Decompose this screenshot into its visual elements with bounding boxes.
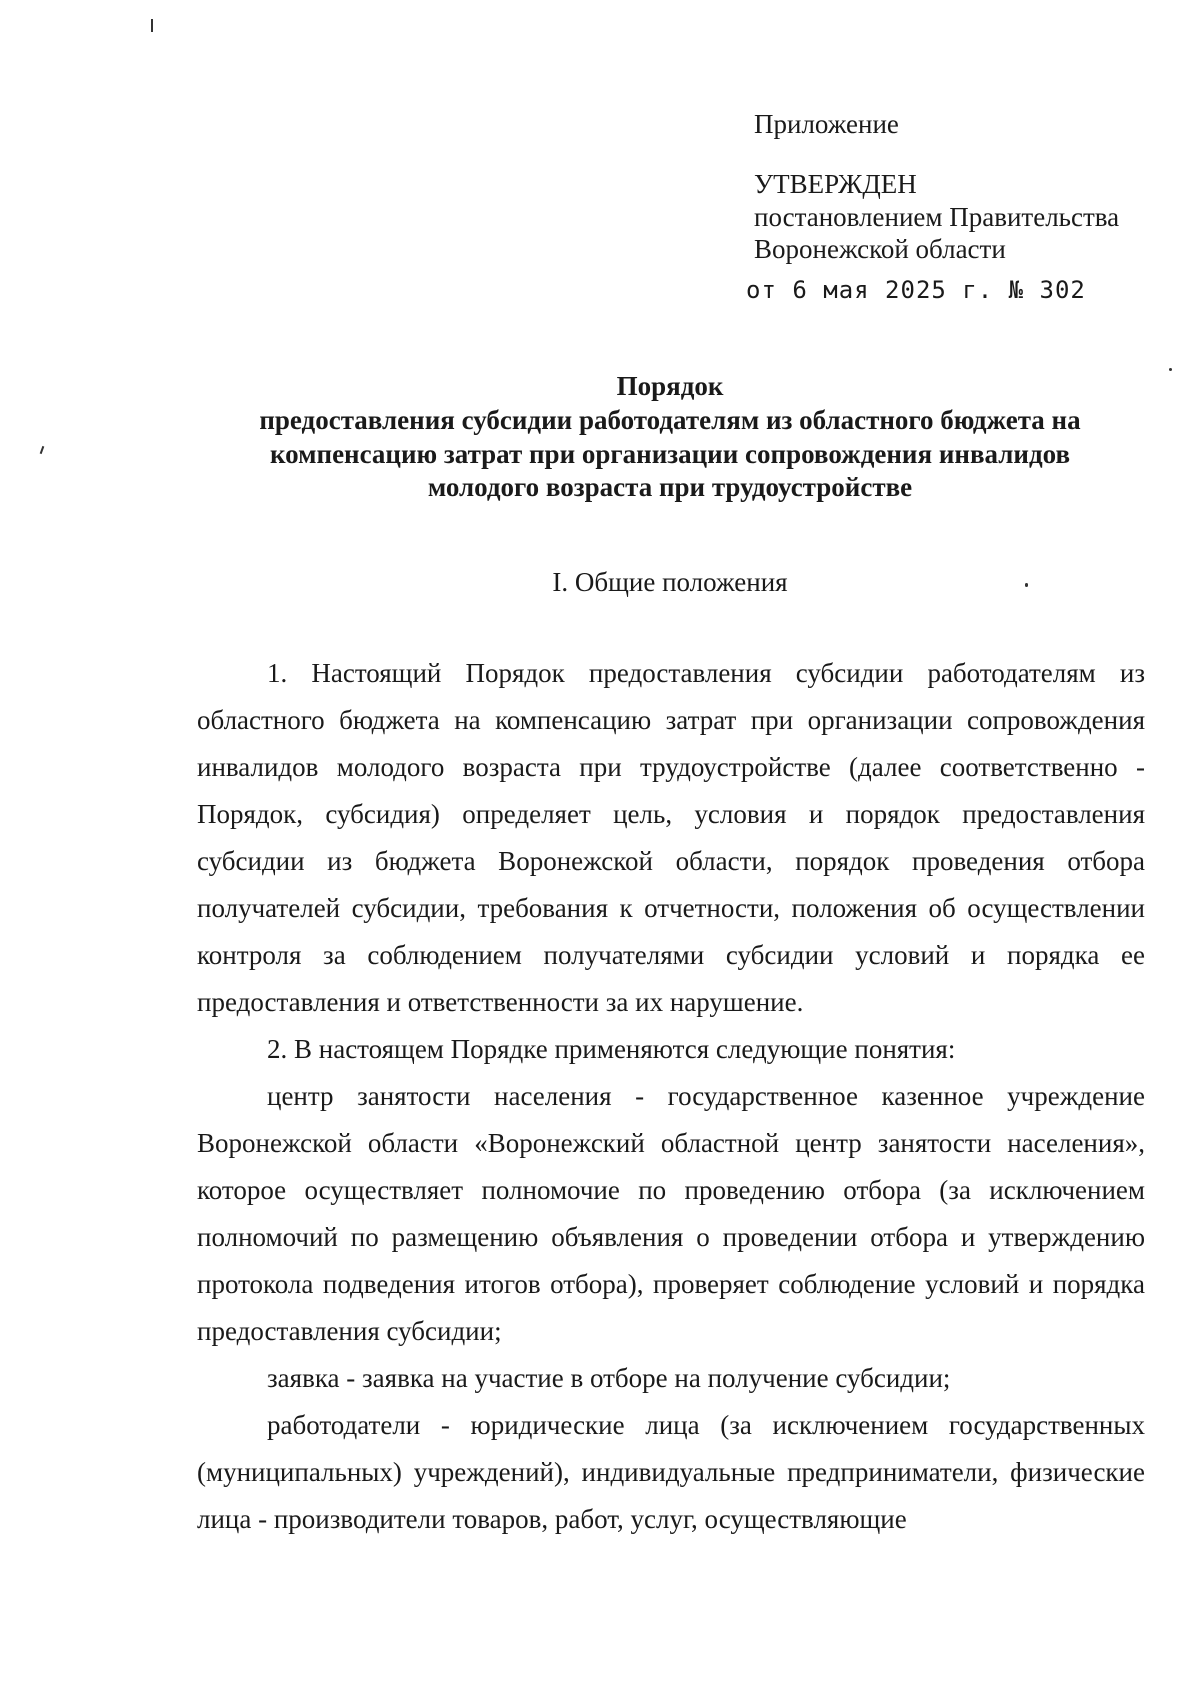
paragraph: работодатели - юридические лица (за исключением государственных (муниципальных) учреждений), индивидуальные предприниматели, физические лица - производители товаров, работ, услуг, осуществляющие: [197, 1410, 1145, 1534]
approved-region: Воронежской области: [754, 234, 1006, 265]
appendix-label: Приложение: [754, 109, 899, 139]
body-text: [197, 650, 1145, 1543]
approved-by: постановлением Правительства: [754, 201, 1120, 232]
section-heading: I. Общие положения: [552, 567, 788, 597]
scan-mark: [1169, 368, 1172, 371]
title-line: предоставления субсидии работодателям из областного бюджета на: [259, 404, 1081, 435]
scan-mark: [40, 446, 45, 454]
paragraph: 1. Настоящий Порядок предоставления субсидии работодателям из областного бюджета на компенсацию затрат при организации сопровождения инвалидов молодого возраста при трудоустройстве (далее соответственно - Порядок, субсидия) определяет цель, условия и порядок предоставления субсидии из бюджета Воронежской области, порядок проведения отбора получателей субсидии, требования к отчетности, положения об осуществлении контроля за соблюдением получателями субсидии условий и порядка ее предоставления и ответственности за их нарушение.: [197, 658, 1145, 1017]
approved-label: УТВЕРЖДЕН: [754, 169, 917, 200]
title-line: Порядок: [616, 371, 724, 401]
title-line: молодого возраста при трудоустройстве: [427, 472, 913, 503]
paragraph: 2. В настоящем Порядке применяются следующие понятия:: [267, 1034, 956, 1064]
paragraph: центр занятости населения - государственное казенное учреждение Воронежской области «Воронежский областной центр занятости населения», которое осуществляет полномочие по проведению отбора (за исключением полномочий по размещению объявления о проведении отбора и утверждению протокола подведения итогов отбора), проверяет соблюдение условий и порядка предоставления субсидии;: [197, 1081, 1145, 1346]
approval-block: [746, 108, 1174, 304]
paragraph: заявка - заявка на участие в отборе на получение субсидии;: [267, 1363, 951, 1393]
title-line: компенсацию затрат при организации сопровождения инвалидов: [269, 438, 1071, 469]
scan-mark: [151, 19, 153, 32]
decree-date-number: от 6 мая 2025 г. № 302: [746, 275, 1086, 304]
document-title: [180, 370, 1160, 505]
